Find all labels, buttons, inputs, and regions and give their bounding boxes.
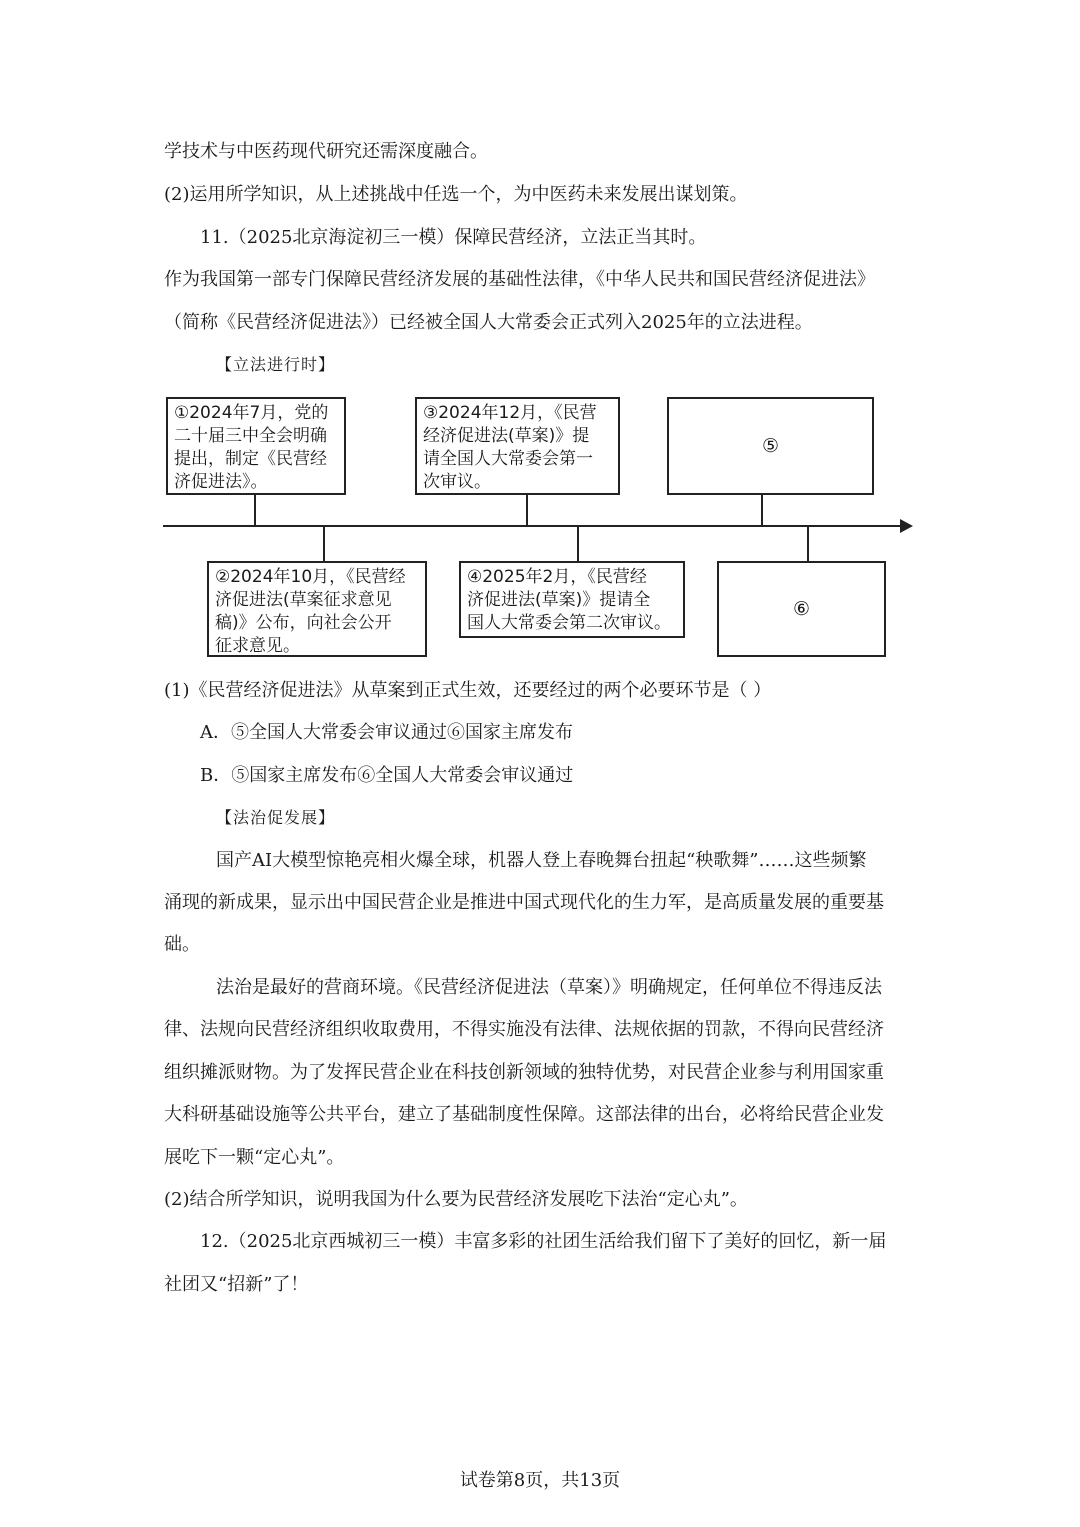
timeline-axis <box>163 525 903 527</box>
timeline-connector <box>254 495 256 526</box>
timeline-connector <box>807 527 809 561</box>
timeline-arrow-icon <box>900 519 913 533</box>
timeline-connector <box>526 495 528 526</box>
question-11-intro-2: （简称《民营经济促进法》）已经被全国人大常委会正式列入2025年的立法进程。 <box>164 312 813 333</box>
passage-line: 组织摊派财物。为了发挥民营企业在科技创新领域的独特优势，对民营企业参与利用国家重 <box>164 1062 884 1083</box>
timeline-box-1: ①2024年7月，党的 二十届三中全会明确 提出，制定《民营经 济促进法》。 <box>166 397 346 495</box>
option-a[interactable]: A．⑤全国人大常委会审议通过⑥国家主席发布 <box>200 722 573 743</box>
question-12-line: 社团又“招新”了！ <box>164 1274 309 1295</box>
timeline-box-2: ②2024年10月，《民营经 济促进法(草案征求意见 稿)》公布，向社会公开 征求意见。 <box>207 561 427 657</box>
timeline-connector <box>577 527 579 561</box>
section-heading-rule-of-law: 【法治促发展】 <box>216 808 336 827</box>
question-11-title: 11.（2025北京海淀初三一模）保障民营经济，立法正当其时。 <box>200 227 707 248</box>
question-11-intro: 作为我国第一部专门保障民营经济发展的基础性法律，《中华人民共和国民营经济促进法》 <box>164 269 875 290</box>
passage-line: 法治是最好的营商环境。《民营经济促进法（草案）》明确规定，任何单位不得违反法 <box>216 977 882 998</box>
passage-line: 础。 <box>164 934 200 955</box>
question-2-stem: (2)结合所学知识，说明我国为什么要为民营经济发展吃下法治“定心丸”。 <box>164 1189 748 1210</box>
timeline-box-6: ⑥ <box>717 561 886 657</box>
timeline-connector <box>323 527 325 561</box>
timeline-box-5: ⑤ <box>667 397 874 495</box>
paragraph-line: 学技术与中医药现代研究还需深度融合。 <box>164 141 488 162</box>
timeline-box-4: ④2025年2月，《民营经 济促进法(草案)》提请全 国人大常委会第二次审议。 <box>459 561 685 638</box>
passage-line: 大科研基础设施等公共平台，建立了基础制度性保障。这部法律的出台，必将给民营企业发 <box>164 1104 884 1125</box>
passage-line: 展吃下一颗“定心丸”。 <box>164 1147 345 1168</box>
passage-line: 国产AI大模型惊艳亮相火爆全球，机器人登上春晚舞台扭起“秧歌舞”……这些频繁 <box>216 850 867 871</box>
question-1-stem: (1)《民营经济促进法》从草案到正式生效，还要经过的两个必要环节是（ ） <box>164 680 772 701</box>
passage-line: 涌现的新成果，显示出中国民营企业是推进中国式现代化的生力军，是高质量发展的重要基 <box>164 892 884 913</box>
question-2-prev: (2)运用所学知识，从上述挑战中任选一个，为中医药未来发展出谋划策。 <box>164 184 748 205</box>
page-footer: 试卷第8页，共13页 <box>459 1470 621 1491</box>
question-12-title: 12.（2025北京西城初三一模）丰富多彩的社团生活给我们留下了美好的回忆，新一届 <box>200 1231 887 1252</box>
section-heading-legislation: 【立法进行时】 <box>216 355 336 374</box>
timeline-connector <box>761 495 763 526</box>
passage-line: 律、法规向民营经济组织收取费用，不得实施没有法律、法规依据的罚款，不得向民营经济 <box>164 1019 884 1040</box>
timeline-box-3: ③2024年12月，《民营 经济促进法(草案)》提 请全国人大常委会第一 次审议。 <box>415 397 620 495</box>
option-b[interactable]: B．⑤国家主席发布⑥全国人大常委会审议通过 <box>200 765 574 786</box>
